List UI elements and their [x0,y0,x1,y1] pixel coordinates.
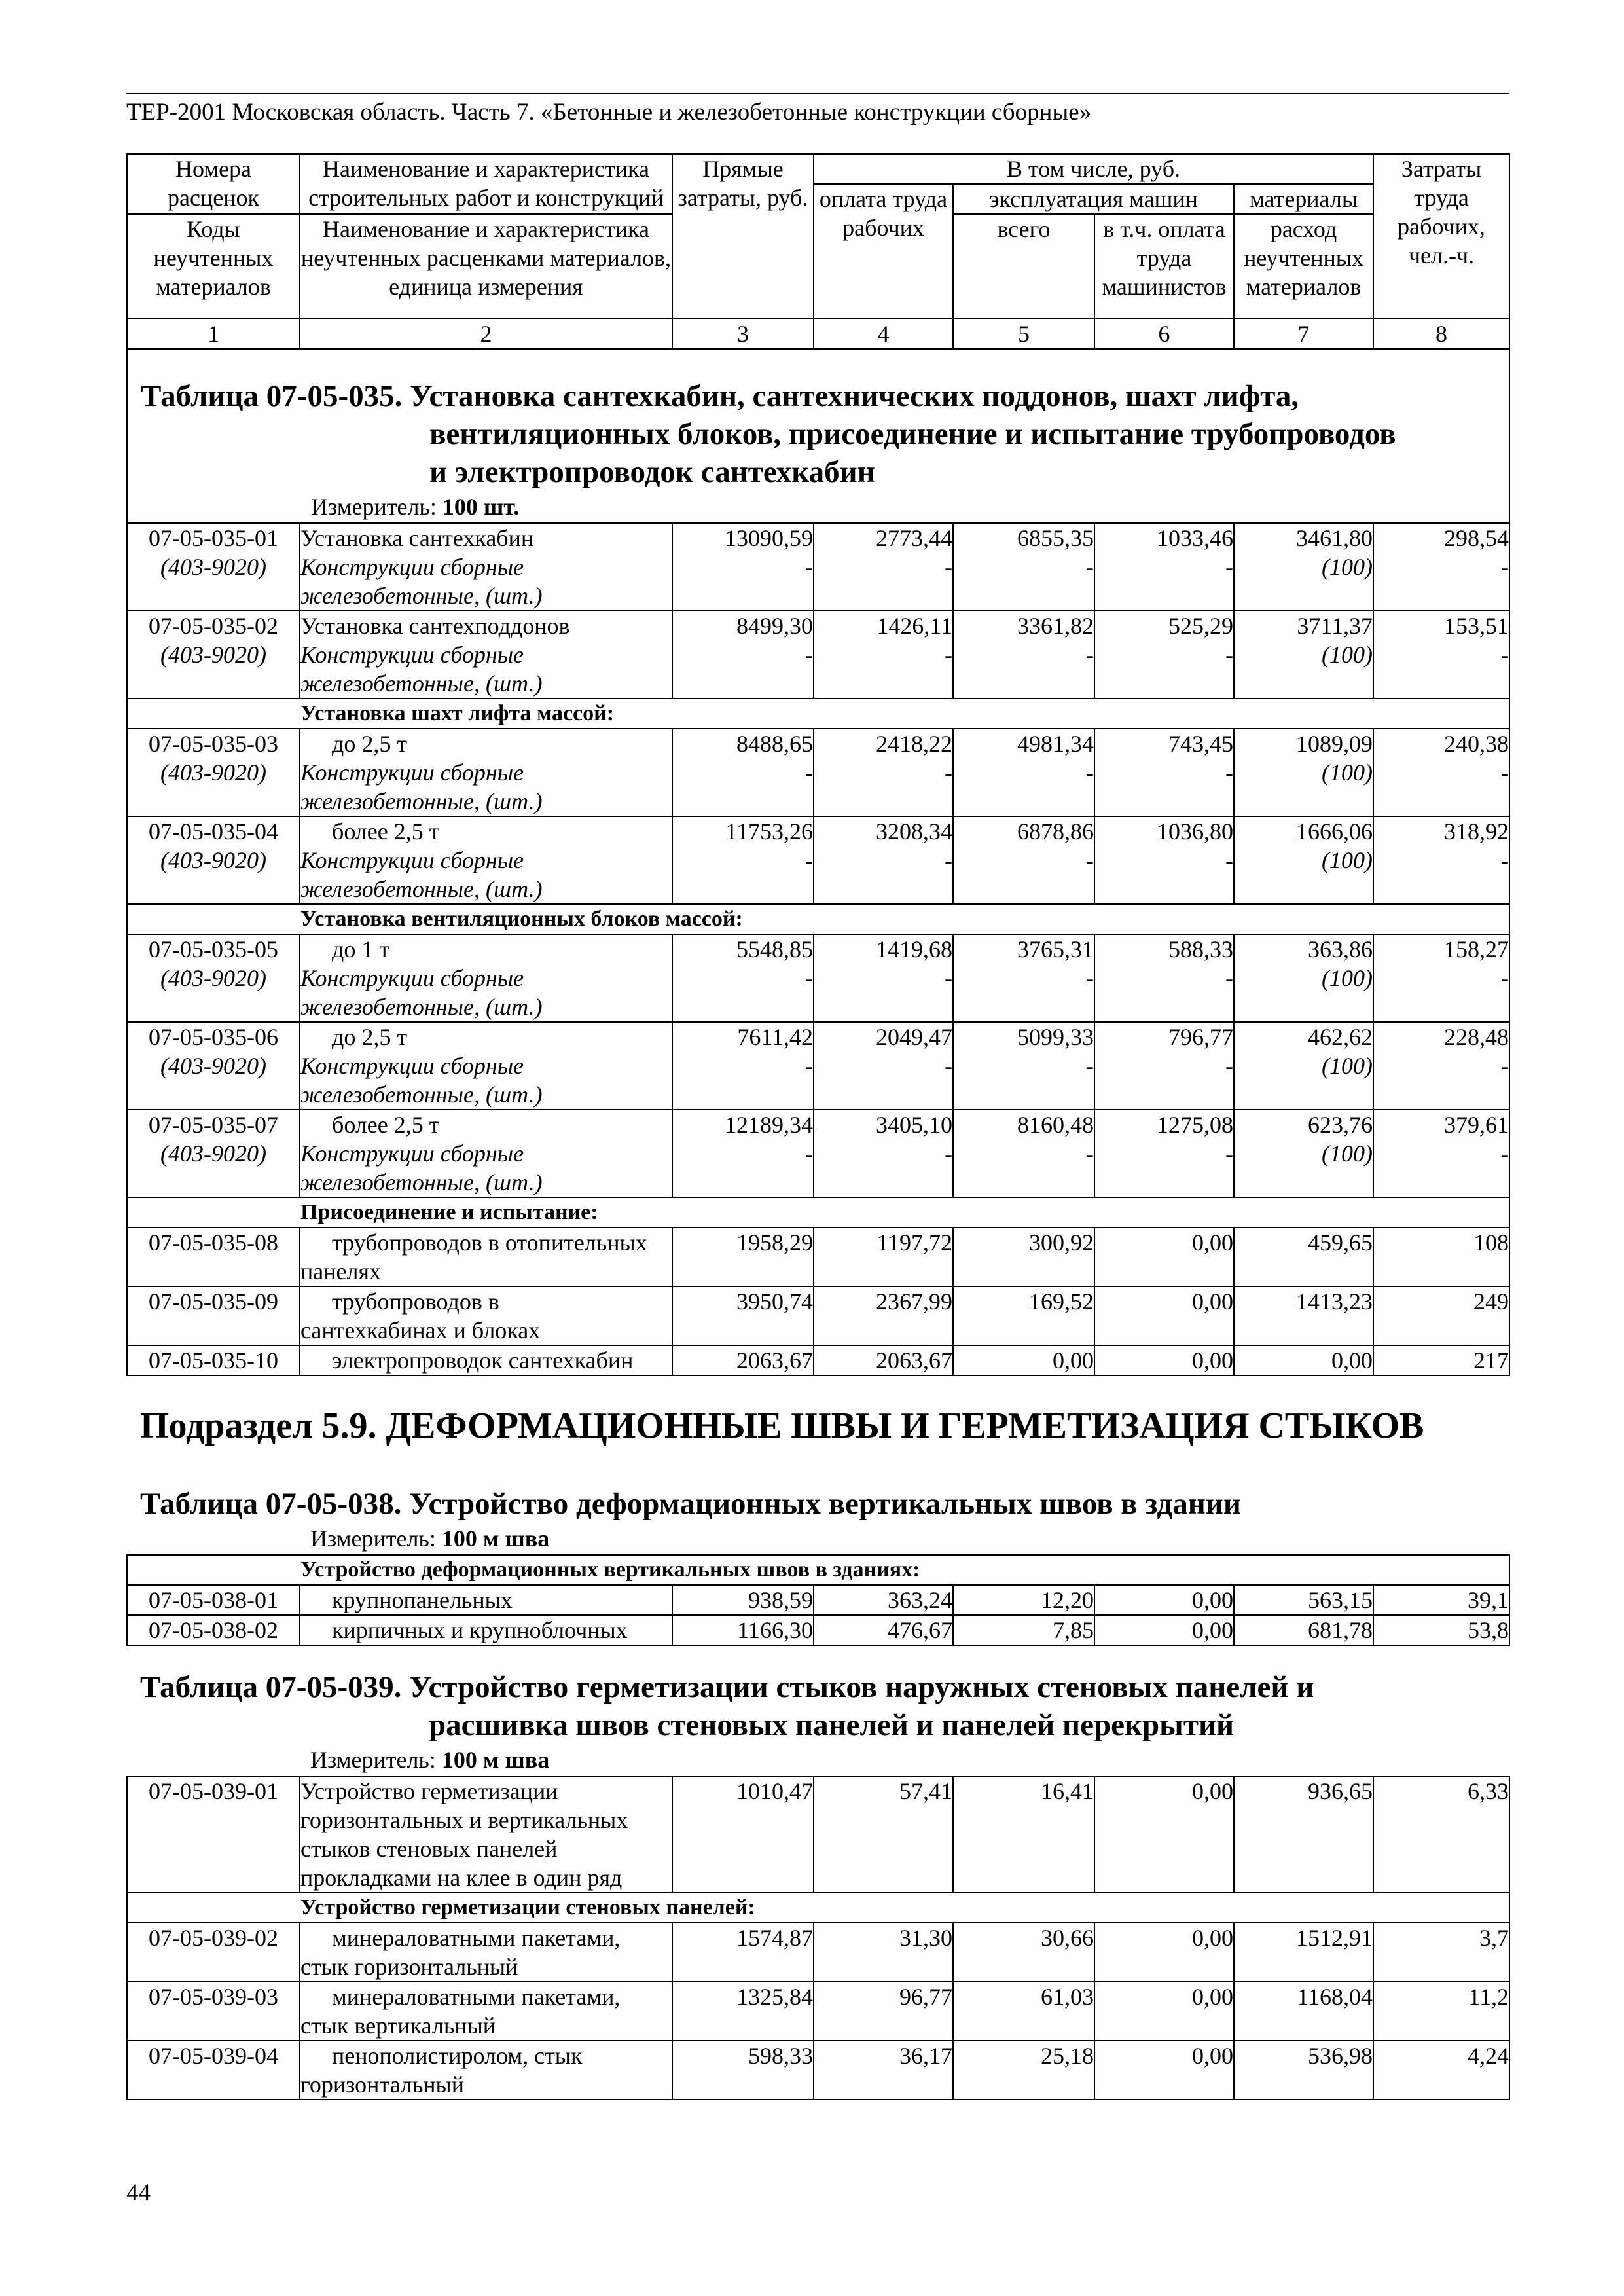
header-col7: расход неучтенных материалов [1234,214,1373,319]
rate-code: 07-05-039-01 [149,1778,278,1804]
work-name: до 2,5 т [332,1024,408,1050]
header-col5: всего [953,214,1094,319]
header-rule [126,93,1509,94]
table-title: Таблица 07-05-038. Устройство деформационных вертикальных швов в здании [140,1487,1241,1521]
rates-table [126,153,1510,2100]
header-col6: в т.ч. оплата труда машинистов [1094,214,1234,319]
rate-code: 07-05-035-03 [149,731,278,757]
col-number: 3 [672,319,814,349]
rate-code: 07-05-035-01 [149,525,278,551]
rate-code: 07-05-038-02 [149,1617,278,1643]
table-row: 07-05-035-04 (403-9020) более 2,5 т Конструкции сборные железобетонные, (шт.) 11753,26 - 3208,34 - 6878,86 - 1036,80 - 1666,06 (100) 318,92 - [127,816,1509,904]
header-col8: Затраты труда рабочих, чел.-ч. [1373,154,1509,319]
work-name: кирпичных и крупноблочных [332,1617,628,1643]
col-number: 5 [953,319,1094,349]
rate-code: 07-05-035-09 [149,1288,278,1315]
table-row: 07-05-039-01 Устройство герметизации горизонтальных и вертикальных стыков стеновых панелей прокладками на клее в один ряд 1010,47 57,41 16,41 0,00 936,65 6,33 [127,1776,1509,1893]
work-name: Установка сантехкабин [300,525,534,551]
col-number: 4 [814,319,953,349]
col-number: 2 [300,319,672,349]
header-col3: Прямые затраты, руб. [672,154,814,319]
header-col4: оплата труда рабочих [814,184,953,319]
table-row: 07-05-038-02 кирпичных и крупноблочных 1166,30 476,67 7,85 0,00 681,78 53,8 [127,1615,1509,1645]
table-title-line: вентиляционных блоков, присоединение и испытание трубопроводов [429,417,1396,451]
page-header: ТЕР-2001 Московская область. Часть 7. «Бетонные и железобетонные конструкции сборные» [126,99,1092,126]
rate-code: 07-05-035-07 [149,1112,278,1138]
work-name: электропроводок сантехкабин [332,1347,634,1374]
table-title-line: Таблица 07-05-035. Установка сантехкабин, сантехнических поддонов, шахт лифта, [141,379,1299,413]
work-name: минераловатными пакетами, [332,1984,621,2010]
table-row: 07-05-039-03 минераловатными пакетами, стык вертикальный 1325,84 96,77 61,03 0,00 1168,04 11,2 [127,1982,1509,2041]
table-row: 07-05-035-05 (403-9020) до 1 т Конструкции сборные железобетонные, (шт.) 5548,85 - 1419,68 - 3765,31 - 588,33 - 363,86 (100) 158,27 - [127,934,1509,1022]
subheading: Устройство герметизации стеновых панелей: [300,1895,755,1920]
work-name: до 1 т [332,936,390,962]
table-title [127,1668,1509,1744]
table-row: 07-05-035-01 (403-9020) Установка сантехкабин Конструкции сборные железобетонные, (шт.) 13090,59 - 2773,44 - 6855,35 - 1033,46 - 3461,80 (100) 298,54 - [127,523,1509,611]
col-number: 1 [127,319,300,349]
work-name: до 2,5 т [332,731,408,757]
page-number: 44 [126,2179,151,2206]
rate-code: 07-05-035-10 [149,1347,278,1374]
header-col2-bottom: Наименование и характеристика неучтенных расценками материалов, единица измерения [300,214,672,319]
material-code: (403-9020) [160,1140,266,1167]
table-row: 07-05-038-01 крупнопанельных 938,59 363,24 12,20 0,00 563,15 39,1 [127,1585,1509,1615]
table-row: 07-05-039-04 пенополистиролом, стык горизонтальный 598,33 36,17 25,18 0,00 536,98 4,24 [127,2041,1509,2100]
material-code: (403-9020) [160,1053,266,1079]
work-name: минераловатными пакетами, [332,1925,621,1951]
header-group: В том числе, руб. [814,154,1373,184]
subheading: Установка шахт лифта массой: [300,701,615,725]
work-name: трубопроводов в [332,1288,499,1315]
rate-code: 07-05-035-05 [149,936,278,962]
header-col1-top: Номера расценок [127,154,300,214]
table-title [128,377,1509,491]
table-row: 07-05-035-08 трубопроводов в отопительных панелях 1958,29 1197,72 300,92 0,00 459,65 108 [127,1228,1509,1286]
subheading: Присоединение и испытание: [300,1200,598,1224]
meter: Измеритель: 100 м шва [310,1747,550,1773]
rate-code: 07-05-039-03 [149,1984,278,2010]
work-name: Установка сантехподдонов [300,613,570,639]
col-number: 8 [1373,319,1509,349]
rate-code: 07-05-035-02 [149,613,278,639]
rate-code: 07-05-035-08 [149,1230,278,1256]
col-number: 6 [1094,319,1234,349]
subheading: Устройство деформационных вертикальных швов в зданиях: [300,1558,920,1582]
subheading: Установка вентиляционных блоков массой: [300,907,743,931]
rate-code: 07-05-039-04 [149,2043,278,2069]
rate-code: 07-05-035-06 [149,1024,278,1050]
work-name: более 2,5 т [332,1112,440,1138]
rate-code: 07-05-038-01 [149,1587,278,1613]
table-row: 07-05-035-06 (403-9020) до 2,5 т Конструкции сборные железобетонные, (шт.) 7611,42 - 2049,47 - 5099,33 - 796,77 - 462,62 (100) 228,48 - [127,1022,1509,1110]
header-col1-bottom: Коды неучтенных материалов [127,214,300,319]
table-row: 07-05-035-07 (403-9020) более 2,5 т Конструкции сборные железобетонные, (шт.) 12189,34 - 3405,10 - 8160,48 - 1275,08 - 623,76 (100) 379,61 - [127,1110,1509,1197]
header-col2-top: Наименование и характеристика строительных работ и конструкций [300,154,672,214]
material-code: (403-9020) [160,759,266,786]
work-name: Устройство герметизации [300,1778,558,1804]
header-machines: эксплуатация машин [953,184,1234,214]
header-materials: материалы [1234,184,1373,214]
work-name: крупнопанельных [332,1587,513,1613]
material-code: (403-9020) [160,965,266,991]
rate-code: 07-05-035-04 [149,818,278,845]
table-row: 07-05-035-02 (403-9020) Установка сантехподдонов Конструкции сборные железобетонные, (шт.) 8499,30 - 1426,11 - 3361,82 - 525,29 - 3711,37 (100) 153,51 - [127,611,1509,699]
table-row: 07-05-035-10 электропроводок сантехкабин 2063,67 2063,67 0,00 0,00 0,00 217 [127,1345,1509,1376]
work-name: более 2,5 т [332,818,440,845]
work-name: пенополистиролом, стык [332,2043,583,2069]
table-title-line: расшивка швов стеновых панелей и панелей перекрытий [429,1708,1235,1742]
work-name: трубопроводов в отопительных [332,1230,647,1256]
table-row: 07-05-039-02 минераловатными пакетами, стык горизонтальный 1574,87 31,30 30,66 0,00 1512,91 3,7 [127,1923,1509,1982]
col-number: 7 [1234,319,1373,349]
table-row: 07-05-035-09 трубопроводов в сантехкабинах и блоках 3950,74 2367,99 169,52 0,00 1413,23 249 [127,1286,1509,1345]
material-code: (403-9020) [160,642,266,668]
meter: Измеритель: 100 м шва [310,1525,550,1552]
meter: Измеритель: 100 шт. [311,494,520,520]
section-title: Подраздел 5.9. ДЕФОРМАЦИОННЫЕ ШВЫ И ГЕРМЕТИЗАЦИЯ СТЫКОВ [140,1406,1424,1446]
material-code: (403-9020) [160,554,266,580]
rate-code: 07-05-039-02 [149,1925,278,1951]
table-row: 07-05-035-03 (403-9020) до 2,5 т Конструкции сборные железобетонные, (шт.) 8488,65 - 2418,22 - 4981,34 - 743,45 - 1089,09 (100) 240,38 - [127,729,1509,816]
table-title-line: и электропроводок сантехкабин [429,455,875,489]
material-code: (403-9020) [160,847,266,873]
table-title-line: Таблица 07-05-039. Устройство герметизации стыков наружных стеновых панелей и [140,1670,1314,1704]
